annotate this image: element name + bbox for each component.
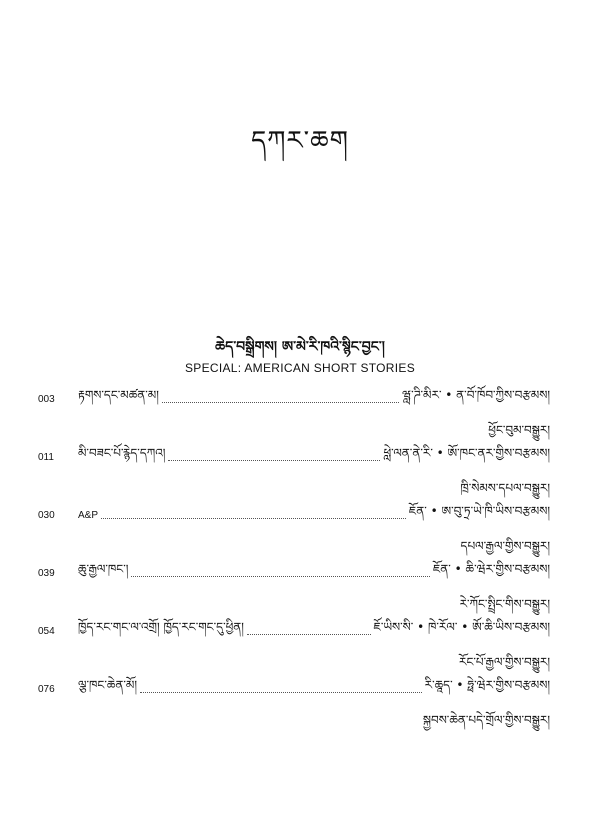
dot-leader <box>140 691 422 693</box>
toc-entry[interactable] <box>38 620 550 678</box>
dot-leader <box>101 517 406 519</box>
toc-story-title[interactable]: ཁྱོད་རང་གང་ལ་འགྲོ། ཁྱོད་རང་གང་དུ་ཕྱིན། <box>78 620 244 634</box>
dot-leader <box>247 633 371 635</box>
special-section-title-english: SPECIAL: AMERICAN SHORT STORIES <box>184 361 416 375</box>
table-of-contents <box>38 388 550 736</box>
toc-entry[interactable] <box>38 446 550 504</box>
page-title: དཀར་ཆག <box>251 126 349 156</box>
toc-author: ཇོན་ • ཆི་ཝེར་གྱིས་བརྩམས། <box>432 562 550 576</box>
toc-translator: ཕྱོང་བུམ་བསྒྱུར། <box>488 423 550 437</box>
toc-page-number: 030 <box>38 509 55 521</box>
toc-story-title[interactable]: A&P <box>78 509 99 521</box>
toc-author: རི་ཆཱད་ • ཧྥེ་ཝེར་གྱིས་བརྩམས། <box>424 678 550 692</box>
dot-leader <box>168 459 380 461</box>
toc-translator: སྐྱབས་ཆེན་པདེ་གྲོལ་གྱིས་བསྒྱུར། <box>422 713 550 727</box>
toc-translator: རོང་པོ་རྒྱལ་གྱིས་བསྒྱུར། <box>459 655 550 669</box>
toc-author: ཇོ་ཡིས་སི་ • ཁེ་རོལ་ • ཨོ་ཆི་ཡིས་བརྩམས། <box>373 620 550 634</box>
dot-leader <box>131 575 430 577</box>
toc-author: ཝླ་ཌི་མིར་ • ན་བོ་ཁོབ་ཀྱིས་བརྩམས། <box>402 388 550 402</box>
toc-entry[interactable] <box>38 562 550 620</box>
toc-author: ཇོན་ • ཨ་བུ་ཏྲ་ཡེ་ཁི་ཡིས་བརྩམས། <box>408 504 550 518</box>
toc-page-number: 039 <box>38 567 55 579</box>
toc-page-number: 003 <box>38 393 55 405</box>
toc-page-number: 054 <box>38 625 55 637</box>
toc-story-title[interactable]: མི་བཟང་པོ་རྙེད་དཀའ། <box>78 446 166 460</box>
toc-story-title[interactable]: ལྕ་ཁང་ཆེན་མོ། <box>78 678 137 692</box>
toc-page-number: 076 <box>38 683 55 695</box>
toc-entry[interactable] <box>38 504 550 562</box>
toc-translator: རེ་ཀོང་སྤྲིང་གིས་བསྒྱུར། <box>459 597 550 611</box>
toc-entry[interactable] <box>38 678 550 736</box>
toc-story-title[interactable]: རྟགས་དང་མཚན་མ། <box>78 388 159 402</box>
toc-page-number: 011 <box>38 451 54 463</box>
special-section-title-tibetan: ཆེད་བསྒྲིགས། ཨ་མེ་རི་ཁའི་སྙིང་བྱང་། <box>215 339 385 355</box>
toc-translator: དཔལ་རྒྱལ་གྱིས་བསྒྱུར། <box>460 539 550 553</box>
toc-entry[interactable] <box>38 388 550 446</box>
toc-author: ཕླེ་ལན་ནེ་རི་ • ཨོ་ཁང་ནར་གྱིས་བརྩམས། <box>383 446 550 460</box>
toc-translator: ཁྲི་སེམས་དཔལ་བསྒྱུར། <box>460 481 550 495</box>
dot-leader <box>162 401 399 403</box>
toc-story-title[interactable]: ཆུ་རྒྱལ་ཁང་། <box>78 562 129 576</box>
